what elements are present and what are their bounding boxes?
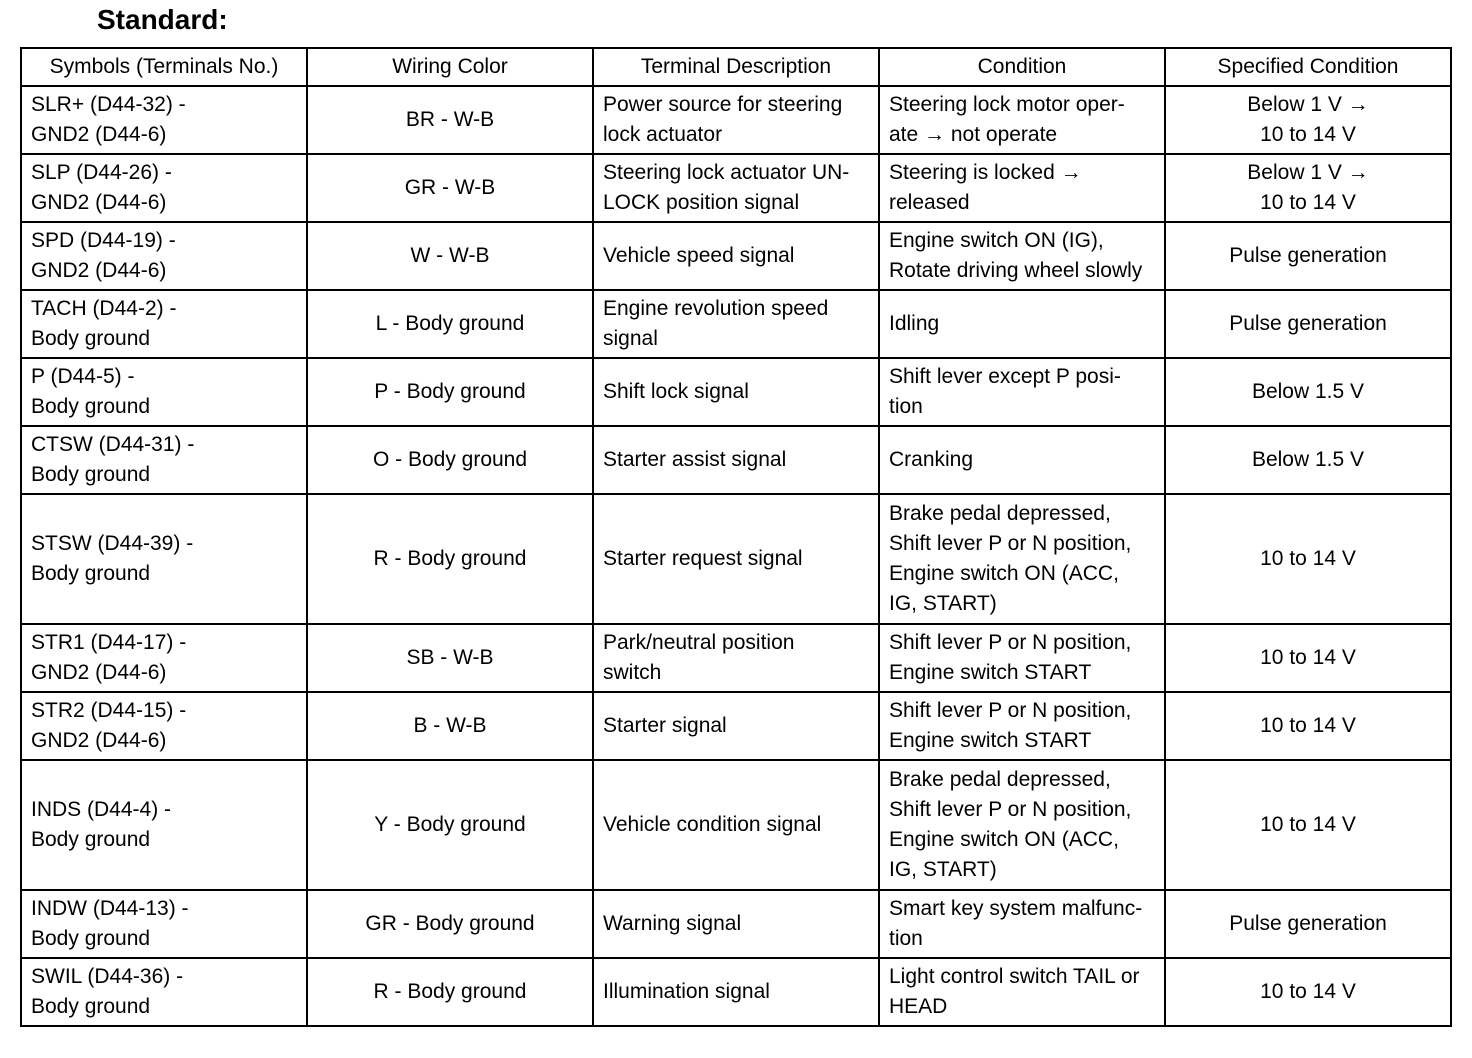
terminal-description-cell — [593, 692, 879, 760]
cell-line: Body ground — [31, 562, 151, 585]
header-terminal-description: Terminal Description — [593, 48, 879, 86]
wiring-color-cell: R - Body ground — [307, 958, 593, 1026]
header-wiring-color: Wiring Color — [307, 48, 593, 86]
table-row — [21, 426, 1451, 494]
cell-line: Body ground — [31, 463, 151, 486]
wiring-color-cell: BR - W-B — [307, 86, 593, 154]
symbol-cell — [21, 494, 307, 624]
wiring-color-cell: R - Body ground — [307, 494, 593, 624]
cell-line: Below 1.5 V — [1251, 448, 1365, 471]
cell-line: Brake pedal depressed, — [889, 502, 1111, 525]
cell-line: Engine switch ON (IG), — [889, 229, 1104, 252]
cell-line: Vehicle speed signal — [603, 244, 795, 267]
symbol-cell — [21, 86, 307, 154]
cell-line: Cranking — [889, 448, 974, 471]
cell-line: Shift lock signal — [603, 380, 749, 403]
symbol-cell — [21, 890, 307, 958]
symbol-cell — [21, 958, 307, 1026]
terminal-description-cell — [593, 222, 879, 290]
symbol-cell — [21, 760, 307, 890]
cell-line: Engine switch START — [889, 661, 1092, 684]
cell-line: Smart key system malfunc- — [889, 897, 1143, 920]
cell-line: Illumination signal — [603, 980, 770, 1003]
cell-line: Starter request signal — [603, 547, 803, 570]
terminal-description-cell — [593, 358, 879, 426]
cell-line: Idling — [889, 312, 940, 335]
page-title: Standard: — [97, 4, 228, 35]
cell-line: Warning signal — [603, 912, 742, 935]
cell-line: Body ground — [31, 995, 151, 1018]
cell-line: Shift lever P or N position, — [889, 798, 1132, 821]
cell-line: STR2 (D44-15) - — [31, 699, 187, 722]
cell-line: STR1 (D44-17) - — [31, 631, 187, 654]
specified-condition-cell — [1165, 958, 1451, 1026]
wiring-color-cell: W - W-B — [307, 222, 593, 290]
header-specified-condition: Specified Condition — [1165, 48, 1451, 86]
cell-line: GND2 (D44-6) — [31, 123, 167, 146]
specified-condition-cell — [1165, 760, 1451, 890]
terminal-description-cell — [593, 494, 879, 624]
cell-line: GND2 (D44-6) — [31, 729, 167, 752]
cell-line: GND2 (D44-6) — [31, 259, 167, 282]
specified-condition-cell — [1165, 86, 1451, 154]
specified-condition-cell — [1165, 692, 1451, 760]
table-row — [21, 154, 1451, 222]
table-row — [21, 890, 1451, 958]
specified-condition-cell — [1165, 358, 1451, 426]
header-symbols: Symbols (Terminals No.) — [21, 48, 307, 86]
symbol-cell — [21, 222, 307, 290]
cell-line: Rotate driving wheel slowly — [889, 259, 1143, 282]
wiring-color-cell: GR - Body ground — [307, 890, 593, 958]
symbol-cell — [21, 426, 307, 494]
symbol-cell — [21, 290, 307, 358]
cell-line: Shift lever P or N position, — [889, 532, 1132, 555]
cell-line: 10 to 14 V — [1260, 191, 1356, 214]
cell-line: STSW (D44-39) - — [31, 532, 194, 555]
table-row — [21, 290, 1451, 358]
cell-line: SLP (D44-26) - — [31, 161, 172, 184]
cell-line: switch — [603, 661, 662, 684]
cell-line: 10 to 14 V — [1260, 646, 1356, 669]
cell-line: IG, START) — [889, 858, 997, 881]
table-row — [21, 958, 1451, 1026]
cell-line: 10 to 14 V — [1260, 980, 1356, 1003]
cell-line: Shift lever except P posi- — [889, 365, 1121, 388]
terminal-description-cell — [593, 624, 879, 692]
specified-condition-cell — [1165, 890, 1451, 958]
terminal-description-cell — [593, 958, 879, 1026]
cell-line: Shift lever P or N position, — [889, 631, 1132, 654]
cell-line: 10 to 14 V — [1260, 813, 1356, 836]
cell-line: released — [889, 191, 970, 214]
specified-condition-cell — [1165, 624, 1451, 692]
cell-line: Steering lock actuator UN- — [603, 161, 850, 184]
cell-line: SPD (D44-19) - — [31, 229, 176, 252]
wiring-color-cell: L - Body ground — [307, 290, 593, 358]
condition-cell — [879, 222, 1165, 290]
cell-line: GND2 (D44-6) — [31, 661, 167, 684]
condition-cell — [879, 624, 1165, 692]
cell-line: lock actuator — [603, 123, 723, 146]
header-condition: Condition — [879, 48, 1165, 86]
specified-condition-cell — [1165, 222, 1451, 290]
condition-cell — [879, 494, 1165, 624]
cell-line: signal — [603, 327, 658, 350]
wiring-color-cell: GR - W-B — [307, 154, 593, 222]
symbol-cell — [21, 358, 307, 426]
condition-cell — [879, 890, 1165, 958]
condition-cell — [879, 358, 1165, 426]
cell-line: Pulse generation — [1229, 244, 1387, 267]
terminal-description-cell — [593, 290, 879, 358]
cell-line: Engine switch START — [889, 729, 1092, 752]
cell-line: IG, START) — [889, 592, 997, 615]
cell-line: INDW (D44-13) - — [31, 897, 189, 920]
specified-condition-cell — [1165, 154, 1451, 222]
cell-line: Engine switch ON (ACC, — [889, 562, 1119, 585]
cell-line: Starter signal — [603, 714, 727, 737]
cell-line: Brake pedal depressed, — [889, 768, 1111, 791]
cell-line: Steering is locked → — [889, 161, 1082, 184]
wiring-color-cell: Y - Body ground — [307, 760, 593, 890]
cell-line: tion — [889, 927, 923, 950]
table-row — [21, 760, 1451, 890]
wiring-color-cell: O - Body ground — [307, 426, 593, 494]
symbol-cell — [21, 692, 307, 760]
wiring-color-cell: P - Body ground — [307, 358, 593, 426]
table-row — [21, 494, 1451, 624]
cell-line: Vehicle condition signal — [603, 813, 822, 836]
cell-line: 10 to 14 V — [1260, 123, 1356, 146]
symbol-cell — [21, 624, 307, 692]
cell-line: Below 1 V → — [1247, 161, 1369, 184]
cell-line: Engine revolution speed — [603, 297, 829, 320]
table-row — [21, 358, 1451, 426]
cell-line: LOCK position signal — [603, 191, 800, 214]
symbol-cell — [21, 154, 307, 222]
cell-line: GND2 (D44-6) — [31, 191, 167, 214]
cell-line: Pulse generation — [1229, 312, 1387, 335]
cell-line: TACH (D44-2) - — [31, 297, 177, 320]
cell-line: 10 to 14 V — [1260, 714, 1356, 737]
cell-line: Body ground — [31, 828, 151, 851]
specified-condition-cell — [1165, 426, 1451, 494]
condition-cell — [879, 86, 1165, 154]
cell-line: Pulse generation — [1229, 912, 1387, 935]
terminal-description-cell — [593, 760, 879, 890]
cell-line: 10 to 14 V — [1260, 547, 1356, 570]
cell-line: P (D44-5) - — [31, 365, 135, 388]
table-row — [21, 86, 1451, 154]
cell-line: SLR+ (D44-32) - — [31, 93, 186, 116]
cell-line: SWIL (D44-36) - — [31, 965, 184, 988]
cell-line: Below 1 V → — [1247, 93, 1369, 116]
wiring-color-cell: SB - W-B — [307, 624, 593, 692]
cell-line: HEAD — [889, 995, 948, 1018]
cell-line: INDS (D44-4) - — [31, 798, 172, 821]
wiring-color-cell: B - W-B — [307, 692, 593, 760]
cell-line: Engine switch ON (ACC, — [889, 828, 1119, 851]
table-row — [21, 222, 1451, 290]
terminal-description-cell — [593, 426, 879, 494]
table-header-row — [21, 48, 1451, 86]
condition-cell — [879, 154, 1165, 222]
table-row — [21, 692, 1451, 760]
condition-cell — [879, 760, 1165, 890]
terminal-description-cell — [593, 890, 879, 958]
cell-line: Body ground — [31, 327, 151, 350]
terminal-description-cell — [593, 154, 879, 222]
cell-line: Starter assist signal — [603, 448, 787, 471]
cell-line: Light control switch TAIL or — [889, 965, 1140, 988]
cell-line: Below 1.5 V — [1251, 380, 1365, 403]
table-body — [21, 86, 1451, 1026]
cell-line: Steering lock motor oper- — [889, 93, 1125, 116]
cell-line: tion — [889, 395, 923, 418]
cell-line: Body ground — [31, 395, 151, 418]
specified-condition-cell — [1165, 494, 1451, 624]
condition-cell — [879, 290, 1165, 358]
cell-line: Power source for steering — [603, 93, 843, 116]
cell-line: Park/neutral position — [603, 631, 795, 654]
condition-cell — [879, 426, 1165, 494]
terminal-spec-table — [20, 47, 1452, 1027]
condition-cell — [879, 958, 1165, 1026]
cell-line: ate → not operate — [889, 123, 1058, 146]
cell-line: CTSW (D44-31) - — [31, 433, 195, 456]
cell-line: Body ground — [31, 927, 151, 950]
table-row — [21, 624, 1451, 692]
specified-condition-cell — [1165, 290, 1451, 358]
cell-line: Shift lever P or N position, — [889, 699, 1132, 722]
condition-cell — [879, 692, 1165, 760]
terminal-description-cell — [593, 86, 879, 154]
